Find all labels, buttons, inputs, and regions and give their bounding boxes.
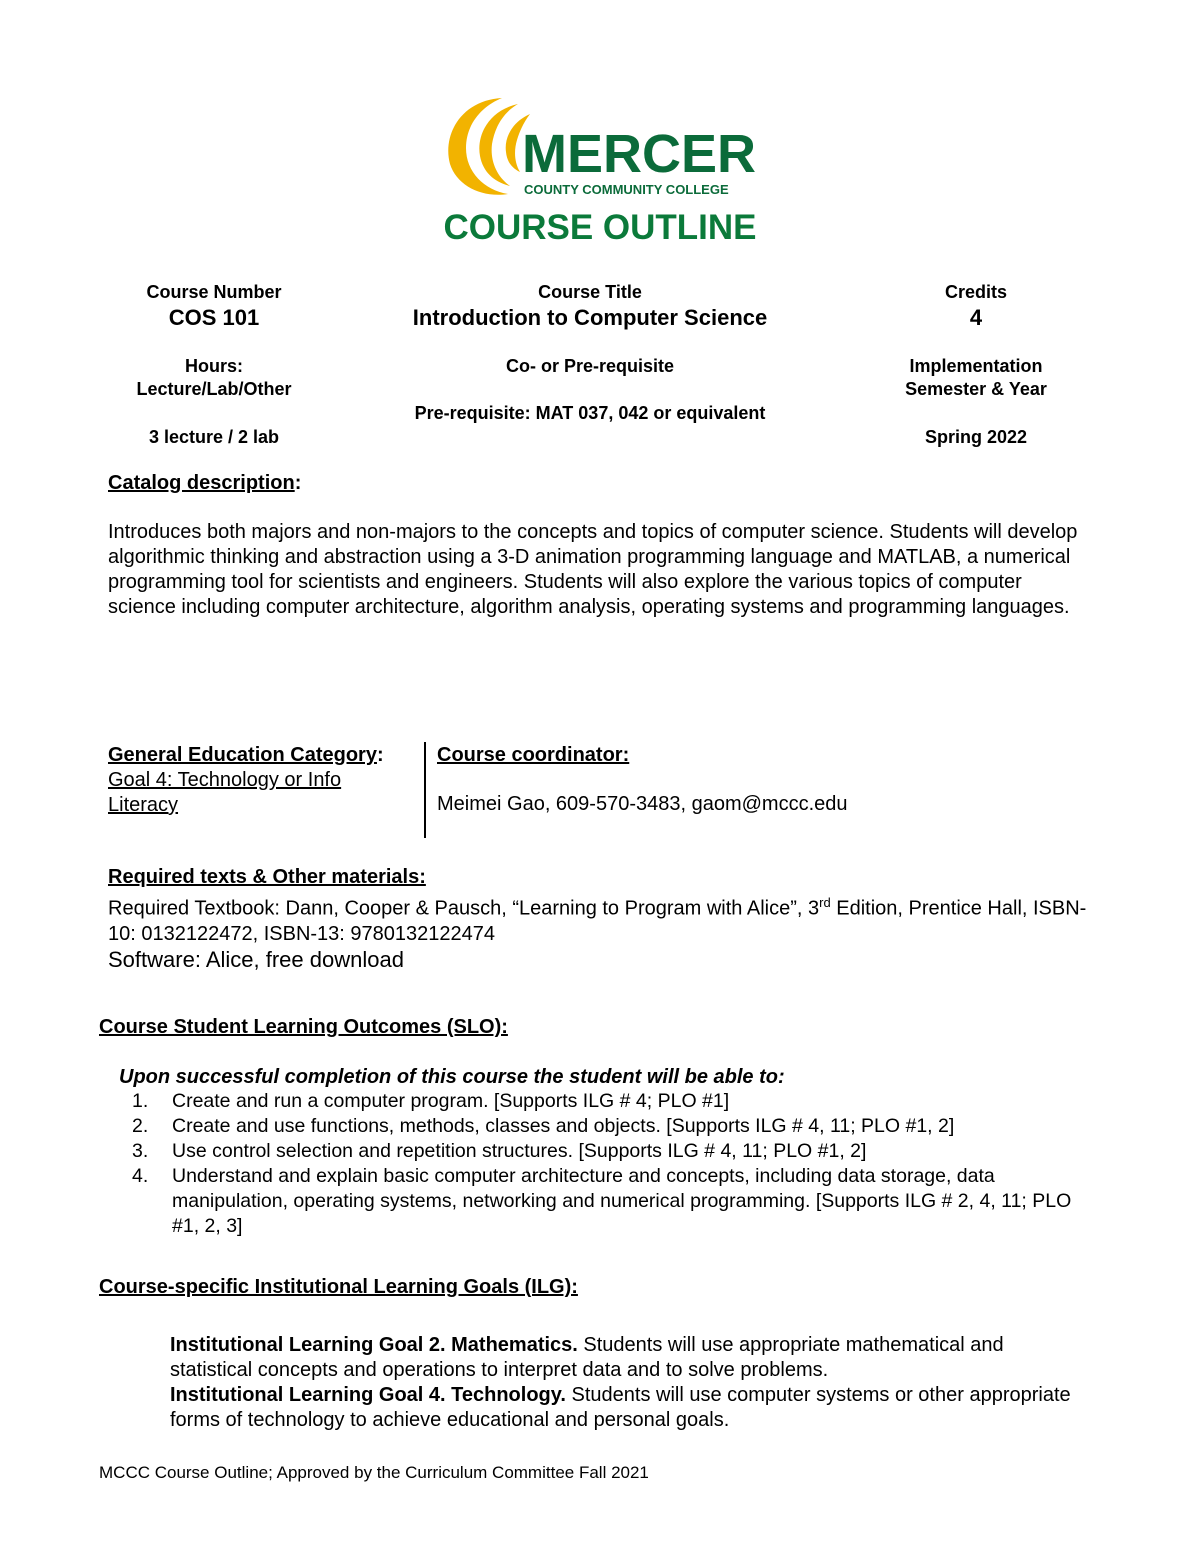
ilg-heading: Course-specific Institutional Learning Goals (ILG): (99, 1276, 578, 1298)
ilg-goal-text: Students will use computer systems or other appropriate forms of technology to achieve educational and personal goals. (170, 1384, 1071, 1431)
list-item (99, 1139, 1099, 1164)
slo-number: 3. (132, 1140, 149, 1162)
textbook-superscript: rd (819, 895, 831, 910)
slo-text: Use control selection and repetition structures. [Supports ILG # 4, 11; PLO #1, 2] (172, 1140, 867, 1162)
credits-value: 4 (969, 305, 983, 330)
software-info: Software: Alice, free download (108, 946, 404, 972)
ilg-goal (170, 1333, 1085, 1383)
list-item (99, 1164, 1099, 1239)
course-number: COS 101 (168, 305, 260, 330)
slo-list (99, 1089, 1099, 1239)
coordinator-value: Meimei Gao, 609-570-3483, gaom@mccc.edu (437, 793, 848, 815)
list-item (99, 1114, 1099, 1139)
ilg-goal-title: Institutional Learning Goal 2. Mathematics. (170, 1334, 578, 1356)
prereq-value: Pre-requisite: MAT 037, 042 or equivalent (414, 403, 766, 423)
page-title: COURSE OUTLINE (443, 208, 757, 247)
gen-ed-heading: General Education Category (108, 744, 377, 766)
crescent-logo-icon (440, 94, 760, 200)
hours-label: Hours: (185, 356, 243, 376)
coordinator-heading: Course coordinator: (437, 744, 630, 766)
implementation-block (856, 355, 1096, 449)
required-texts-block (108, 865, 1093, 972)
implementation-value: Spring 2022 (924, 427, 1028, 447)
implementation-sub-label: Semester & Year (905, 379, 1047, 399)
slo-number: 4. (132, 1165, 149, 1187)
course-number-block (94, 281, 334, 332)
textbook-info (108, 890, 1093, 947)
credits-label: Credits (944, 282, 1007, 302)
ilg-goal-title: Institutional Learning Goal 4. Technology. (170, 1384, 566, 1406)
catalog-heading-text: Catalog description (108, 472, 295, 494)
slo-number: 1. (132, 1090, 149, 1112)
course-title: Introduction to Computer Science (412, 305, 768, 330)
slo-text: Create and run a computer program. [Supports ILG # 4; PLO #1] (172, 1090, 730, 1112)
course-number-label: Course Number (146, 282, 282, 302)
hours-sub-label: Lecture/Lab/Other (136, 379, 292, 399)
list-item (99, 1089, 1099, 1114)
slo-text: Create and use functions, methods, classes and objects. [Supports ILG # 4, 11; PLO #1, 2] (172, 1115, 955, 1137)
course-title-block (340, 281, 840, 332)
ilg-goals (170, 1333, 1085, 1433)
college-logo (440, 94, 760, 200)
slo-text: Understand and explain basic computer architecture and concepts, including data storage, data manipulation, operating systems, networking and numerical programming. [Supports ILG # 2, 4, 11; PLO #1, 2, 3] (172, 1165, 1072, 1237)
prereq-block (340, 355, 840, 425)
hours-value: 3 lecture / 2 lab (148, 427, 280, 447)
slo-intro: Upon successful completion of this course the student will be able to: (119, 1066, 785, 1088)
gen-ed-line-2: Literacy (108, 794, 179, 816)
slo-number: 2. (132, 1115, 149, 1137)
page-footer: MCCC Course Outline; Approved by the Curriculum Committee Fall 2021 (99, 1463, 649, 1482)
prereq-label: Co- or Pre-requisite (505, 356, 675, 376)
required-texts-heading: Required texts & Other materials: (108, 866, 426, 888)
implementation-label: Implementation (909, 356, 1043, 376)
catalog-description: Introduces both majors and non-majors to the concepts and topics of computer science. Students will develop algorithmic thinking and abstraction using a 3-D animation programming language and MATLAB, a numerical programming tool for scientists and engineers. Students will also explore the various topics of computer science including computer architecture, algorithm analysis, operating systems and programming languages. (108, 521, 1078, 618)
gen-ed-block (108, 743, 418, 818)
hours-block (94, 355, 334, 449)
coordinator-block (437, 743, 848, 817)
gen-ed-line-1: Goal 4: Technology or Info (108, 769, 342, 791)
logo-name: MERCER (522, 124, 757, 184)
course-title-label: Course Title (538, 282, 642, 302)
catalog-heading (108, 471, 301, 496)
credits-block (876, 281, 1076, 332)
textbook-text: Required Textbook: Dann, Cooper & Pausch, “Learning to Program with Alice”, 3 (108, 897, 820, 920)
gen-ed-colon: : (376, 744, 384, 766)
column-divider (424, 742, 426, 838)
ilg-goal (170, 1383, 1085, 1433)
slo-heading: Course Student Learning Outcomes (SLO): (99, 1016, 508, 1038)
ilg-goal-text: Students will use appropriate mathematical and statistical concepts and operations to interpret data and to solve problems. (170, 1334, 1004, 1381)
catalog-heading-colon: : (294, 472, 302, 494)
logo-subtitle: COUNTY COMMUNITY COLLEGE (524, 182, 729, 197)
textbook-text-continued: Edition, Prentice Hall, ISBN-10: 0132122472, ISBN-13: 9780132122474 (108, 897, 1087, 945)
